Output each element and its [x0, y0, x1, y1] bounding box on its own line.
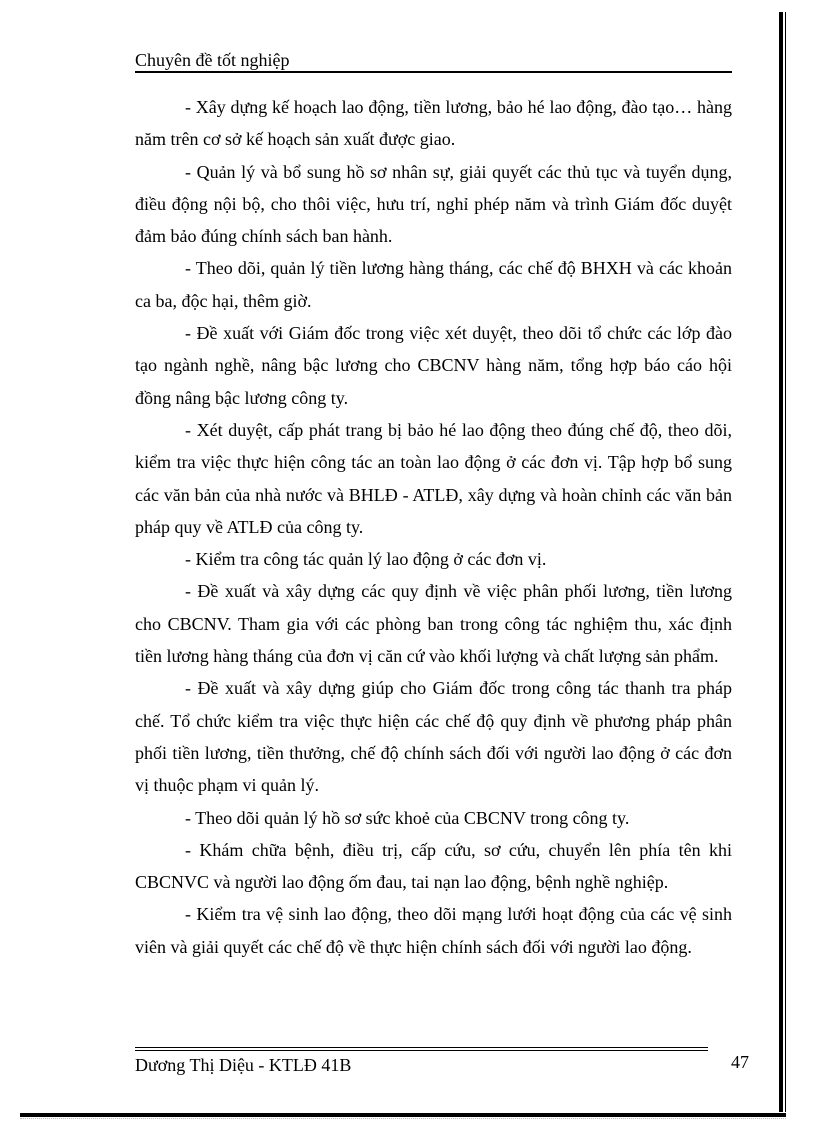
page-edge-dotted: [20, 1118, 786, 1119]
paragraph: - Theo dõi quản lý hồ sơ sức khoẻ của CBCNV trong công ty.: [185, 807, 630, 828]
paragraph: - Xây dựng kế hoạch lao động, tiền lương, bảo hé lao động, đào tạo… hàng năm trên cơ sở kế hoạch sản xuất được giao.: [135, 97, 732, 150]
page-border-right: [779, 12, 783, 1112]
page-border-bottom: [20, 1113, 786, 1117]
page-header-title: Chuyên đề tốt nghiệp: [135, 50, 290, 70]
paragraph: - Xét duyệt, cấp phát trang bị bảo hé lao động theo đúng chế độ, theo dõi, kiểm tra việc thực hiện công tác an toàn lao động ở các đơn vị. Tập hợp bổ sung các văn bản của nhà nước và BHLĐ - ATLĐ, xây dựng và hoàn chỉnh các văn bản pháp quy về ATLĐ của công ty.: [135, 419, 732, 537]
paragraph: - Theo dõi, quản lý tiền lương hàng tháng, các chế độ BHXH và các khoản ca ba, độc hại, thêm giờ.: [135, 258, 732, 311]
page-border-right: [785, 12, 786, 1112]
paragraph: - Quản lý và bổ sung hồ sơ nhân sự, giải quyết các thủ tục và tuyển dụng, điều động nội bộ, cho thôi việc, hưu trí, nghỉ phép năm và trình Giám đốc duyệt đảm bảo đúng chính sách ban hành.: [135, 161, 732, 247]
header-divider: [135, 71, 732, 73]
footer-divider: [135, 1050, 708, 1051]
paragraph: - Kiểm tra công tác quản lý lao động ở các đơn vị.: [185, 549, 547, 570]
paragraph: - Đề xuất và xây dựng các quy định về việc phân phối lương, tiền lương cho CBCNV. Tham gia với các phòng ban trong công tác nghiệm thu, xác định tiền lương hàng tháng của đơn vị căn cứ vào khối lượng và chất lượng sản phẩm.: [135, 581, 732, 667]
paragraph: - Đề xuất với Giám đốc trong việc xét duyệt, theo dõi tổ chức các lớp đào tạo ngành nghề, nâng bậc lương cho CBCNV hàng năm, tổng hợp báo cáo hội đồng nâng bậc lương công ty.: [135, 323, 732, 408]
footer-author: Dương Thị Diệu - KTLĐ 41B: [135, 1055, 352, 1075]
paragraph: - Kiểm tra vệ sinh lao động, theo dõi mạng lưới hoạt động của các vệ sinh viên và giải quyết các chế độ về thực hiện chính sách đối với người lao động.: [135, 904, 732, 957]
document-body: [135, 91, 732, 963]
paragraph: - Đề xuất và xây dựng giúp cho Giám đốc trong công tác thanh tra pháp chế. Tổ chức kiểm tra việc thực hiện các chế độ quy định về phương pháp phân phối tiền lương, tiền thưởng, chế độ chính sách đối với người lao động ở các đơn vị thuộc phạm vi quản lý.: [135, 678, 732, 796]
paragraph: - Khám chữa bệnh, điều trị, cấp cứu, sơ cứu, chuyển lên phía tên khi CBCNVC và người lao động ốm đau, tai nạn lao động, bệnh nghề nghiệp.: [135, 839, 732, 893]
page-number: 47: [731, 1052, 749, 1072]
footer-divider: [135, 1047, 708, 1048]
